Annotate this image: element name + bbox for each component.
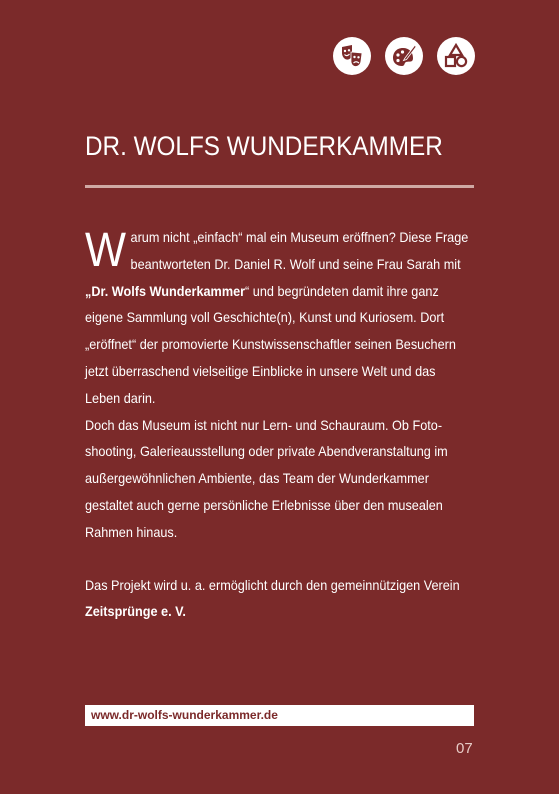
page-title: DR. WOLFS WUNDERKAMMER <box>85 131 443 161</box>
museum-name: „Dr. Wolfs Wunderkammer <box>85 282 246 299</box>
drop-cap: W <box>85 224 127 277</box>
title-divider <box>85 185 474 188</box>
shapes-icon <box>437 37 475 75</box>
theater-masks-icon <box>333 37 371 75</box>
website-link[interactable]: www.dr-wolfs-wunderkammer.de <box>85 705 474 726</box>
second-paragraph: Doch das Museum ist nicht nur Lern- und Schauraum. Ob Fotoshooting, Galerieausstellung oder private Abendveranstaltung im außergewöhnlichen Ambiente, das Team der Wunderkammer gestaltet auch gerne persönliche Erlebnisse über den musealen Rahmen hinaus. <box>85 416 448 540</box>
body-text <box>85 224 474 625</box>
page-number: 07 <box>456 740 473 757</box>
paint-palette-icon <box>385 37 423 75</box>
intro-paragraph: Warum nicht „einfach“ mal ein Museum eröffnen? Diese Frage beantworteten Dr. Daniel R. Wolf und seine Frau Sarah mit „Dr. Wolfs Wunderkammer“ und begründeten damit ihre ganz eigene Sammlung voll Geschichte(n), Kunst und Kuriosem. Dort „eröffnet“ der promovierte Kunstwissenschaftler seinen Besuchern jetzt überraschend vielseitige Einblicke in unsere Welt und das Leben darin. <box>85 224 469 406</box>
sponsor-name: Zeitsprünge e. V. <box>85 603 186 620</box>
sponsor-paragraph: Das Projekt wird u. a. ermöglicht durch den gemeinnützigen Verein Zeitsprünge e. V. <box>85 576 460 620</box>
category-icons <box>333 37 475 75</box>
